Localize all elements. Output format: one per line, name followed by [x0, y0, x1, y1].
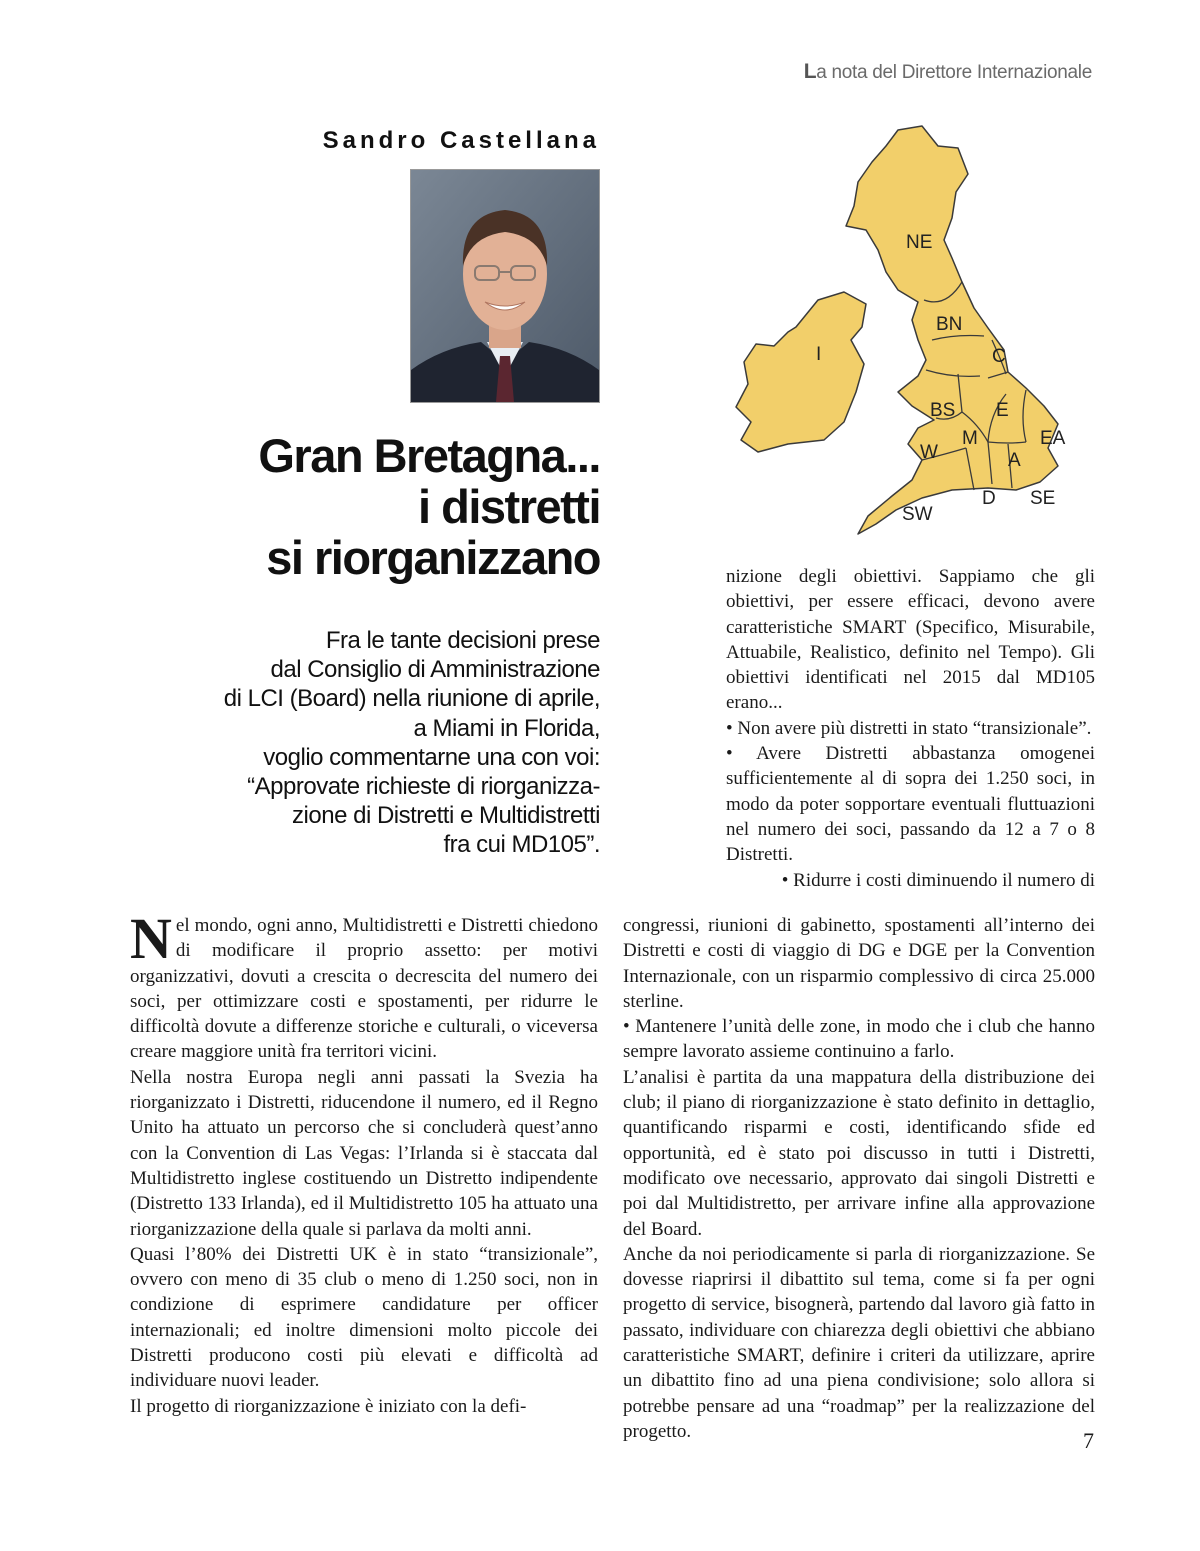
body-paragraph: nizione degli obiettivi. Sappiamo che gli obiettivi, per essere efficaci, devono avere caratteristiche SMART (Specifico, Misurabile, Attuabile, Realistico, definito nel Tempo). Gli obiettivi identificati nel 2015 dal MD105 erano... — [726, 566, 1095, 714]
running-header: La nota del Direttore Internazionale — [803, 60, 1092, 83]
map-label-e: E — [996, 400, 1009, 421]
map-label-w: W — [920, 442, 938, 463]
body-column-right-top — [726, 564, 1095, 893]
body-paragraph: Quasi l’80% dei Distretti UK è in stato “transizionale”, ovvero con meno di 35 club o meno di 1.250 soci, non in condizione di esprimere candidature per officer internazionali; ed inoltre dimensioni molto piccole dei Distretti producono costi più elevati e difficoltà ad individuare nuovi leader. — [130, 1243, 598, 1392]
bullet-item: • Non avere più distretti in stato “transizionale”. — [726, 717, 1092, 739]
map-label-a: A — [1008, 450, 1021, 471]
ireland-shape — [736, 292, 866, 452]
author-photo — [410, 169, 600, 403]
body-column-left — [130, 906, 598, 1419]
map-label-m: M — [962, 428, 978, 449]
map-label-i: I — [816, 344, 822, 365]
body-paragraph: Il progetto di riorganizzazione è iniziato con la defi- — [130, 1395, 527, 1417]
page-number: 7 — [1083, 1428, 1094, 1453]
body-paragraph: Anche da noi periodicamente si parla di riorganizzazione. Se dovesse riaprirsi il dibattito sul tema, come si fa per ogni progetto di service, bisognerà, partendo dal lavoro già fatto in passato, individuare con chiarezza degli obiettivi che abbiano caratteristiche SMART, definire i criteri da utilizzare, aprire un dibattito fino ad una piena condivisione; solo allora si potrebbe pensare ad una “roadmap” per la realizzazione del progetto. — [623, 1243, 1095, 1442]
map-label-se: SE — [1030, 488, 1056, 509]
uk-districts-map — [726, 122, 1099, 552]
map-label-sw: SW — [902, 504, 933, 525]
map-label-bs: BS — [930, 400, 956, 421]
body-paragraph: Nel mondo, ogni anno, Multidistretti e Distretti chiedono di modificare il proprio assetto: per motivi organizzativi, dovuti a crescita o decrescita del numero dei soci, per ottimizzare costi e spostamenti, per ridurre le difficoltà dovute a differenze storiche e culturali, o viceversa creare maggiore unità fra territori vicini. — [130, 906, 598, 1063]
article-title: Gran Bretagna... i distretti si riorganizzano — [258, 429, 600, 584]
drop-cap: N — [130, 906, 172, 971]
map-label-ne: NE — [906, 232, 933, 253]
bullet-item: • Ridurre i costi diminuendo il numero di — [781, 869, 1095, 891]
body-paragraph: congressi, riunioni di gabinetto, spostamenti all’interno dei Distretti e costi di viaggio di DG e DGE per la Convention Internazionale, con un risparmio complessivo di circa 25.000 sterline. — [623, 915, 1095, 1012]
body-column-right-bottom — [623, 913, 1095, 1444]
map-label-bn: BN — [936, 314, 963, 335]
body-paragraph: Nella nostra Europa negli anni passati la Svezia ha riorganizzato i Distretti, riducendone il numero, ed il Regno Unito ha attuato un percorso che si concluderà quest’anno con la Convention di Las Vegas: l’Irlanda si è staccata dal Multidistretto inglese costituendo un Distretto indipendente (Distretto 133 Irlanda), ed il Multidistretto 105 ha attuato una riorganizzazione della quale si parlava da molti anni. — [130, 1066, 598, 1240]
article-subtitle: Fra le tante decisioni prese dal Consiglio di Amministrazione di LCI (Board) nella riunione di aprile, a Miami in Florida, voglio commentarne una con voi: “Approvate richieste di riorganizza- zione di Distretti e Multidistretti fra cui MD105”. — [223, 627, 600, 859]
map-label-d: D — [982, 488, 996, 509]
bullet-item: • Mantenere l’unità delle zone, in modo che i club che hanno sempre lavorato assieme continuino a farlo. — [623, 1016, 1095, 1063]
author-name: Sandro Castellana — [322, 127, 600, 154]
body-paragraph: L’analisi è partita da una mappatura della distribuzione dei club; il piano di riorganizzazione è stato definito in dettaglio, quantificando risparmi e costi, identificando sfide ed opportunità, ed è stato poi discusso in tutti i Distretti, modificato ove necessario, approvato dai singoli Distretti e poi dal Multidistretto, per arrivare infine alla approvazione del Board. — [623, 1066, 1095, 1240]
map-label-c: C — [992, 346, 1006, 367]
bullet-item: • Avere Distretti abbastanza omogenei sufficientemente al di sopra dei 1.250 soci, in modo da poter sopportare eventuali fluttuazioni nel numero dei soci, passando da 12 a 7 o 8 Distretti. — [726, 743, 1095, 866]
map-label-ea: EA — [1040, 428, 1066, 449]
